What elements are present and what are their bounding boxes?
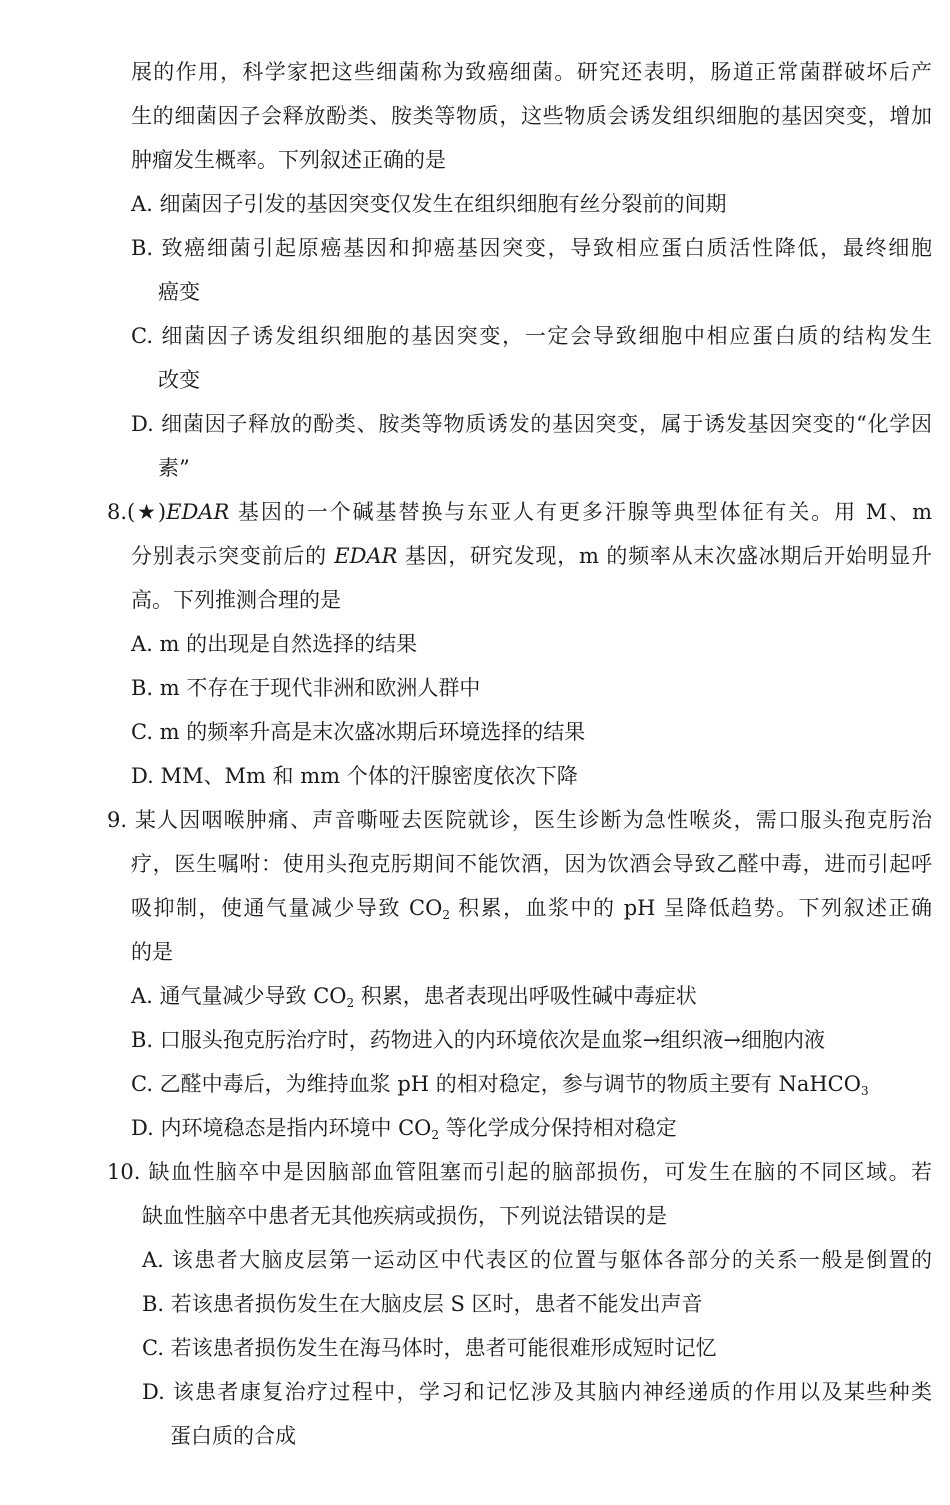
q10-option-d-text-1: D. 该患者康复治疗过程中，学习和记忆涉及其脑内神经递质的作用以及某些种类	[142, 1380, 932, 1404]
q8-stem-line-3	[0, 585, 950, 629]
q9-stem-line-3	[0, 893, 950, 937]
q9-subscript-2: 2	[442, 908, 450, 922]
q9-option-a	[0, 981, 950, 1025]
q9-stem-text-3b: 积累，血浆中的 pH 呈降低趋势。下列叙述正确	[449, 896, 932, 920]
q7-option-a	[0, 189, 950, 233]
q8-gene-name-2: EDAR	[334, 544, 398, 568]
q9-stem-text-4: 的是	[131, 940, 173, 964]
q8-option-a	[0, 629, 950, 673]
q8-option-b-text: B. m 不存在于现代非洲和欧洲人群中	[131, 676, 481, 700]
q9-stem-line-2	[0, 849, 950, 893]
q9-stem-text-3a: 吸抑制，使通气量减少导致 CO	[131, 896, 443, 920]
q7-option-d-text-2: 素”	[158, 456, 190, 480]
q10-option-b-text: B. 若该患者损伤发生在大脑皮层 S 区时，患者不能发出声音	[142, 1292, 703, 1316]
q7-option-c-cont	[0, 365, 950, 409]
q10-option-a-text: A. 该患者大脑皮层第一运动区中代表区的位置与躯体各部分的关系一般是倒置的	[142, 1248, 932, 1272]
q9-option-d-post: 等化学成分保持相对稳定	[439, 1116, 677, 1140]
q7-option-b-text-2: 癌变	[158, 280, 200, 304]
q8-option-c	[0, 717, 950, 761]
q9-stem-text-3	[131, 893, 932, 923]
q9-option-d-text	[131, 1113, 677, 1143]
q8-stem-line-2	[0, 541, 950, 585]
q7-stem-line-2	[0, 101, 950, 145]
q7-stem-text-1: 展的作用，科学家把这些细菌称为致癌细菌。研究还表明，肠道正常菌群破坏后产	[131, 60, 932, 84]
q8-stem-text-1-rest: 基因的一个碱基替换与东亚人有更多汗腺等典型体征有关。用 M、m	[229, 500, 933, 524]
q9-stem-text-2: 疗，医生嘱咐：使用头孢克肟期间不能饮酒，因为饮酒会导致乙醛中毒，进而引起呼	[131, 852, 932, 876]
q8-stem-text-2a: 分别表示突变前后的	[131, 544, 335, 568]
q8-option-d-text: D. MM、Mm 和 mm 个体的汗腺密度依次下降	[131, 764, 578, 788]
q9-option-c	[0, 1069, 950, 1113]
q8-option-d	[0, 761, 950, 805]
q9-option-d-pre: D. 内环境稳态是指内环境中 CO	[131, 1116, 432, 1140]
q10-stem-line-2	[0, 1201, 950, 1245]
q10-option-b	[0, 1289, 950, 1333]
q8-option-c-text: C. m 的频率升高是末次盛冰期后环境选择的结果	[131, 720, 586, 744]
q10-stem-line-1	[0, 1157, 950, 1201]
q10-option-d	[0, 1377, 950, 1421]
q8-stem-line-1	[0, 497, 950, 541]
q8-option-a-text: A. m 的出现是自然选择的结果	[131, 632, 418, 656]
q7-option-d-text-1: D. 细菌因子释放的酚类、胺类等物质诱发的基因突变，属于诱发基因突变的“化学因	[131, 412, 932, 436]
q7-stem-line-1	[0, 57, 950, 101]
q9-option-d-sub: 2	[431, 1128, 440, 1142]
q7-option-c-text-1: C. 细菌因子诱发组织细胞的基因突变，一定会导致细胞中相应蛋白质的结构发生	[131, 324, 932, 348]
q9-option-d	[0, 1113, 950, 1157]
q10-stem-text-2: 缺血性脑卒中患者无其他疾病或损伤，下列说法错误的是	[142, 1204, 667, 1228]
q7-option-c-text-2: 改变	[158, 368, 200, 392]
q9-option-c-sub: 3	[860, 1084, 869, 1098]
q10-stem-text-1: 10. 缺血性脑卒中是因脑部血管阻塞而引起的脑部损伤，可发生在脑的不同区域。若	[107, 1160, 932, 1184]
q8-stem-text-3: 高。下列推测合理的是	[131, 588, 341, 612]
q9-stem-line-4	[0, 937, 950, 981]
q8-option-b	[0, 673, 950, 717]
q9-option-a-sub: 2	[346, 996, 355, 1010]
q9-option-a-post: 积累，患者表现出呼吸性碱中毒症状	[354, 984, 697, 1008]
q8-stem-text-2	[131, 541, 932, 571]
q8-stem-text-2b: 基因，研究发现，m 的频率从末次盛冰期后开始明显升	[397, 544, 932, 568]
q9-option-c-pre: C. 乙醛中毒后，为维持血浆 pH 的相对稳定，参与调节的物质主要有 NaHCO	[131, 1072, 861, 1096]
q9-option-b-text: B. 口服头孢克肟治疗时，药物进入的内环境依次是血浆→组织液→细胞内液	[131, 1028, 825, 1052]
q7-option-d	[0, 409, 950, 453]
q7-option-b-cont	[0, 277, 950, 321]
q7-option-d-cont	[0, 453, 950, 497]
q9-stem-line-1	[0, 805, 950, 849]
q9-option-a-pre: A. 通气量减少导致 CO	[131, 984, 347, 1008]
q7-stem-text-3: 肿瘤发生概率。下列叙述正确的是	[131, 148, 446, 172]
q10-option-c	[0, 1333, 950, 1377]
q7-option-a-text: A. 细菌因子引发的基因突变仅发生在组织细胞有丝分裂前的间期	[131, 192, 727, 216]
q7-option-c	[0, 321, 950, 365]
q8-number: 8.	[107, 500, 128, 524]
q9-option-b	[0, 1025, 950, 1069]
q10-option-c-text: C. 若该患者损伤发生在海马体时，患者可能很难形成短时记忆	[142, 1336, 717, 1360]
q9-option-c-text	[131, 1069, 869, 1099]
q9-option-a-text	[131, 981, 697, 1011]
q9-stem-text-1: 9. 某人因咽喉肿痛、声音嘶哑去医院就诊，医生诊断为急性喉炎，需口服头孢克肟治	[107, 808, 932, 832]
q10-option-a	[0, 1245, 950, 1289]
star-icon: (★)	[127, 500, 167, 524]
q8-gene-name: EDAR	[166, 500, 230, 524]
q10-option-d-cont	[0, 1421, 950, 1465]
q7-option-b-text-1: B. 致癌细菌引起原癌基因和抑癌基因突变，导致相应蛋白质活性降低，最终细胞	[131, 236, 932, 260]
q7-stem-text-2: 生的细菌因子会释放酚类、胺类等物质，这些物质会诱发组织细胞的基因突变，增加	[131, 104, 932, 128]
q7-stem-line-3	[0, 145, 950, 189]
q10-option-d-text-2: 蛋白质的合成	[170, 1424, 296, 1448]
q8-stem-text-1	[107, 497, 932, 527]
q7-option-b	[0, 233, 950, 277]
